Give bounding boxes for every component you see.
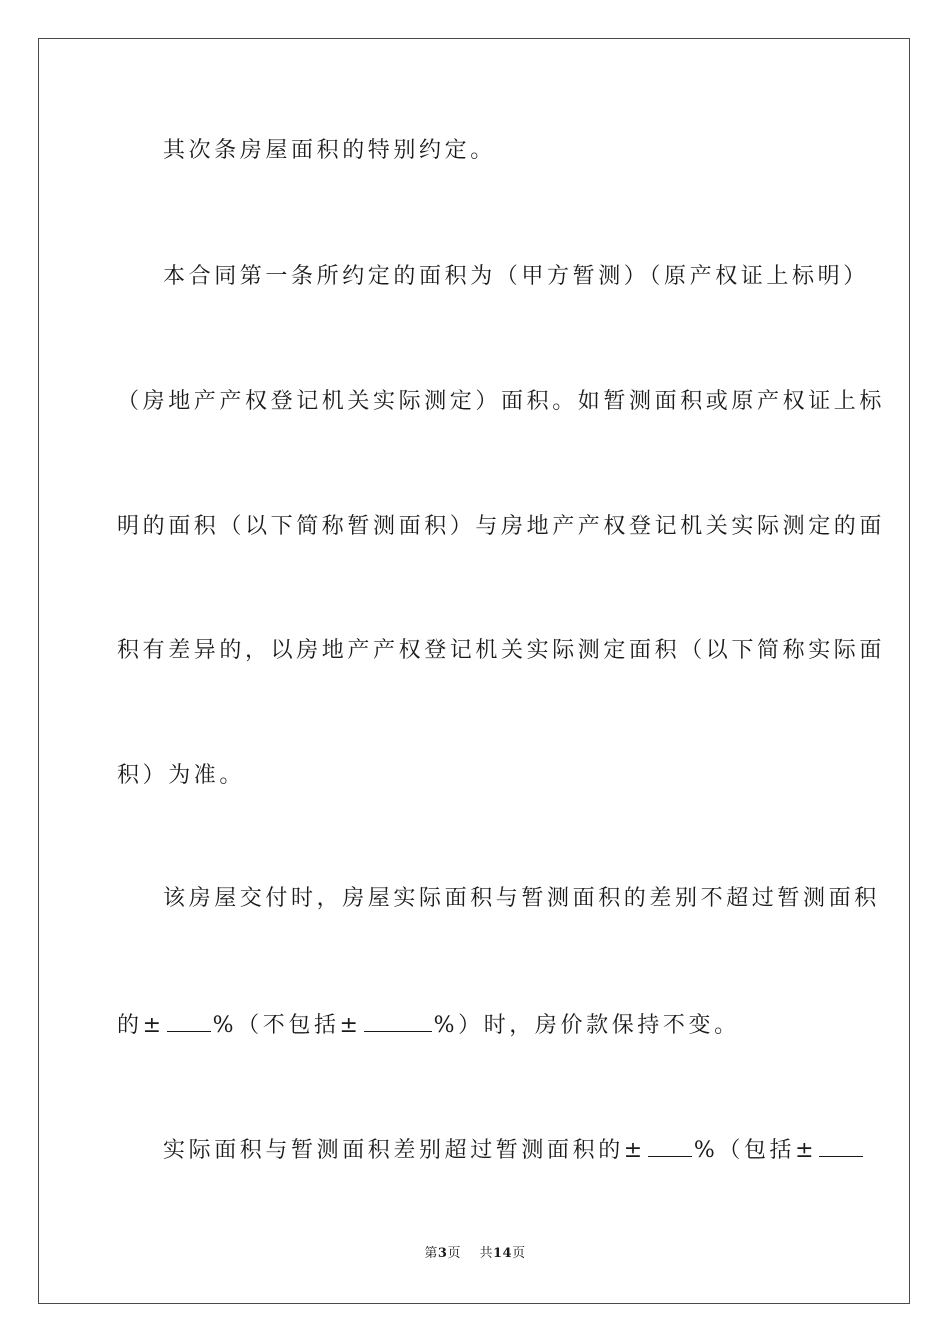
paragraph-line: 其次条房屋面积的特别约定。 xyxy=(163,138,496,163)
text-segment: 实际面积与暂测面积差别超过暂测面积的± xyxy=(163,1138,646,1163)
text-segment: %（包括± xyxy=(693,1138,818,1163)
page-number: 3 xyxy=(437,1246,448,1261)
paragraph-line: 明的面积（以下简称暂测面积）与房地产产权登记机关实际测定的面 xyxy=(117,514,886,539)
fill-in-blank xyxy=(364,1009,432,1032)
paragraph-line: 本合同第一条所约定的面积为（甲方暂测）（原产权证上标明） xyxy=(163,264,869,289)
paragraph-line-with-blanks xyxy=(117,1009,740,1041)
fill-in-blank xyxy=(648,1134,692,1157)
text-segment: 的± xyxy=(117,1013,165,1038)
fill-in-blank xyxy=(167,1009,211,1032)
text-segment: %（不包括± xyxy=(212,1013,362,1038)
paragraph-line: 积）为准。 xyxy=(117,763,246,788)
paragraph-line: 该房屋交付时，房屋实际面积与暂测面积的差别不超过暂测面积 xyxy=(163,886,880,911)
text-segment: %）时，房价款保持不变。 xyxy=(433,1013,740,1038)
total-prefix: 共 xyxy=(479,1246,493,1261)
page-footer xyxy=(0,1242,950,1261)
total-suffix: 页 xyxy=(512,1246,526,1261)
page-frame xyxy=(38,38,910,1304)
paragraph-line: （房地产产权登记机关实际测定）面积。如暂测面积或原产权证上标 xyxy=(117,389,886,414)
paragraph-line-with-blanks xyxy=(163,1134,865,1166)
page-prefix: 第 xyxy=(424,1246,438,1261)
paragraph-line: 积有差异的，以房地产产权登记机关实际测定面积（以下简称实际面 xyxy=(117,638,886,663)
fill-in-blank xyxy=(819,1134,863,1157)
total-pages: 14 xyxy=(493,1246,513,1261)
page-suffix: 页 xyxy=(447,1246,461,1261)
